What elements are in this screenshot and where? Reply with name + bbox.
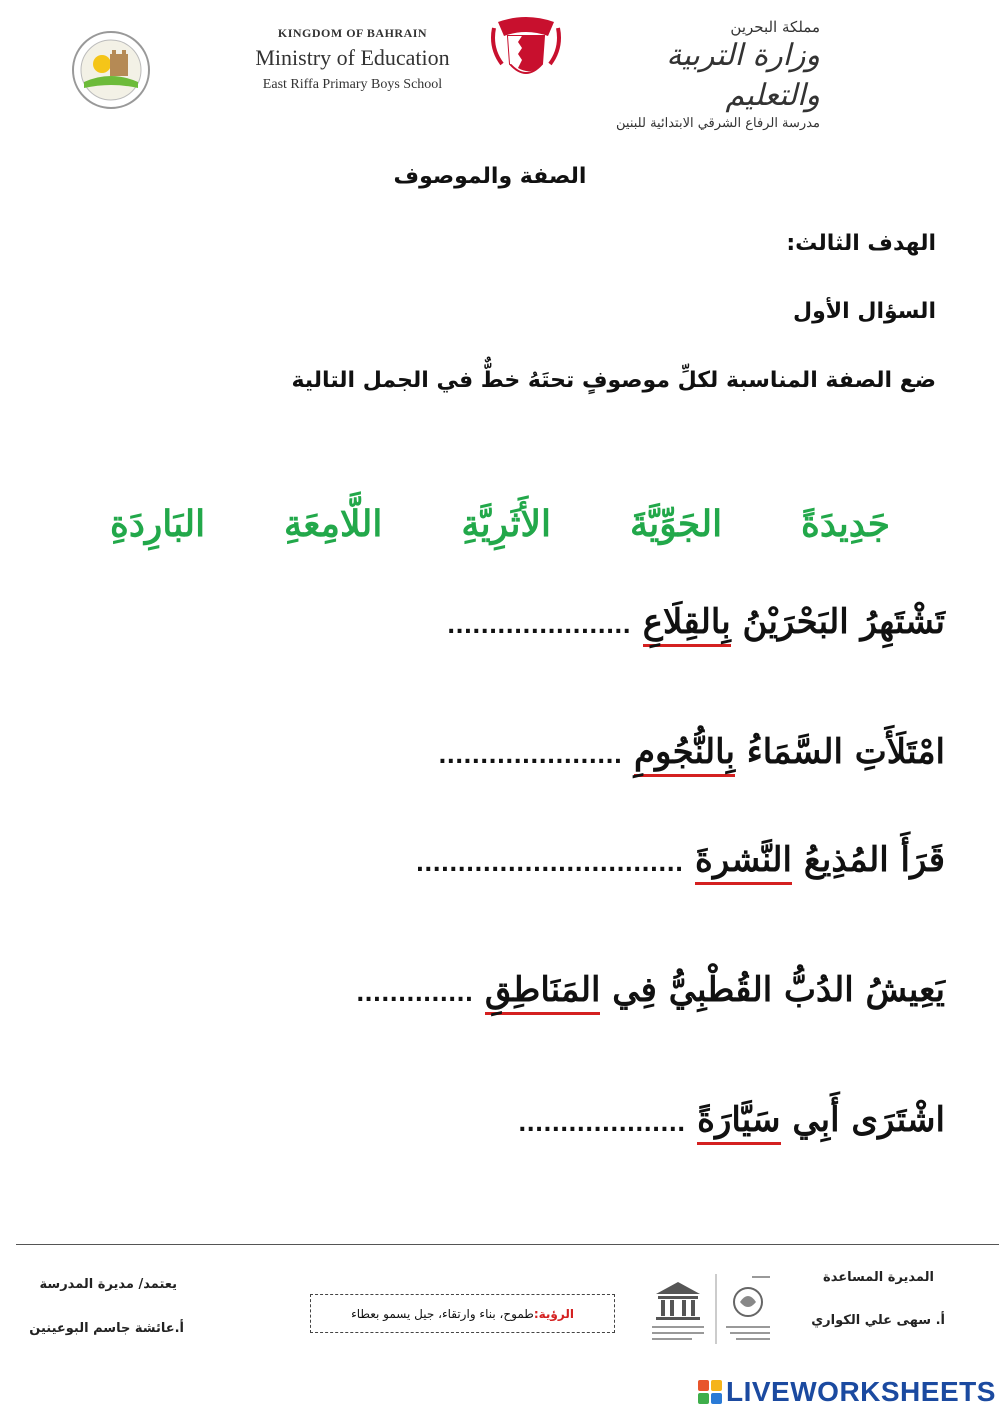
ar-school-text: مدرسة الرفاع الشرقي الابتدائية للبنين <box>616 116 820 131</box>
associated-schools-logo <box>714 1272 776 1346</box>
answer-blank[interactable]: ...................... <box>447 614 631 639</box>
liveworksheets-brand[interactable] <box>698 1375 994 1409</box>
sentence-text: اشْتَرَى أَبِي <box>780 1100 945 1140</box>
word-bank-item[interactable]: الجَوِّيَّةَ <box>629 503 723 545</box>
liveworksheets-icon <box>698 1380 722 1404</box>
word-bank-item[interactable]: الأَثَرِيَّةِ <box>461 503 552 545</box>
word-bank-item[interactable]: جَدِيدَةً <box>801 503 890 545</box>
en-ministry-text: Ministry of Education <box>255 45 450 70</box>
word-bank-item[interactable]: البَارِدَةِ <box>110 503 206 545</box>
instruction-text: ضع الصفة المناسبة لكلِّ موصوفٍ تحتَهُ خطٌّ في الجمل التالية <box>291 368 936 393</box>
principal-name: أ.عائشة جاسم البوعينين <box>29 1321 184 1336</box>
answer-blank[interactable]: ...................... <box>438 744 623 769</box>
page-title: الصفة والموصوف <box>393 164 587 189</box>
bahrain-emblem-icon <box>488 14 564 86</box>
answer-blank[interactable]: .................... <box>518 1112 686 1137</box>
underlined-noun: المَنَاطِقِ <box>485 970 601 1015</box>
school-logo <box>66 30 156 110</box>
sentence-text: يَعِيشُ الدُبُّ القُطْبِيُّ فِي <box>600 970 945 1010</box>
answer-blank[interactable]: .............. <box>356 982 474 1007</box>
vision-label: الرؤية: <box>533 1306 574 1321</box>
answer-blank[interactable]: ................................ <box>415 852 684 877</box>
ar-kingdom-text: مملكة البحرين <box>730 18 820 36</box>
vision-text: طموح، بناء وارتقاء، جيل يسمو بعطاء <box>351 1306 534 1321</box>
sentence-1 <box>145 602 945 642</box>
english-header <box>225 26 480 93</box>
word-bank-item[interactable]: اللَّامِعَةِ <box>284 503 383 545</box>
unesco-logo <box>644 1276 712 1344</box>
assistant-title: المديرة المساعدة <box>823 1270 934 1285</box>
footer-divider <box>16 1244 999 1245</box>
sentence-2 <box>145 732 945 772</box>
sentence-4 <box>145 970 945 1010</box>
underlined-noun: سَيَّارَةً <box>697 1100 780 1145</box>
brand-text: LIVEWORKSHEETS <box>726 1376 996 1407</box>
sentence-3 <box>145 840 945 880</box>
vision-statement <box>310 1294 615 1333</box>
approved-by-title: يعتمد/ مديرة المدرسة <box>39 1277 177 1292</box>
arabic-header <box>575 18 820 131</box>
word-bank <box>110 494 890 554</box>
ar-ministry-text: وزارة التربية والتعليم <box>666 38 820 113</box>
objective-heading: الهدف الثالث: <box>786 231 936 256</box>
question-heading: السؤال الأول <box>793 299 936 324</box>
sentence-text: تَشْتَهِرُ البَحْرَيْنُ <box>730 602 945 642</box>
sentence-text: امْتَلَأَتِ السَّمَاءُ <box>734 732 945 772</box>
underlined-noun: بِالنُّجُومِ <box>634 732 735 777</box>
sentence-text: قَرَأَ المُذِيعُ <box>792 840 945 880</box>
underlined-noun: بِالقِلَاعِ <box>643 602 731 647</box>
en-school-text: East Riffa Primary Boys School <box>262 77 443 92</box>
en-kingdom-text: KINGDOM OF BAHRAIN <box>277 26 428 40</box>
assistant-name: أ. سهى علي الكواري <box>811 1313 945 1328</box>
underlined-noun: النَّشرةَ <box>695 840 792 885</box>
sentence-5 <box>145 1100 945 1140</box>
